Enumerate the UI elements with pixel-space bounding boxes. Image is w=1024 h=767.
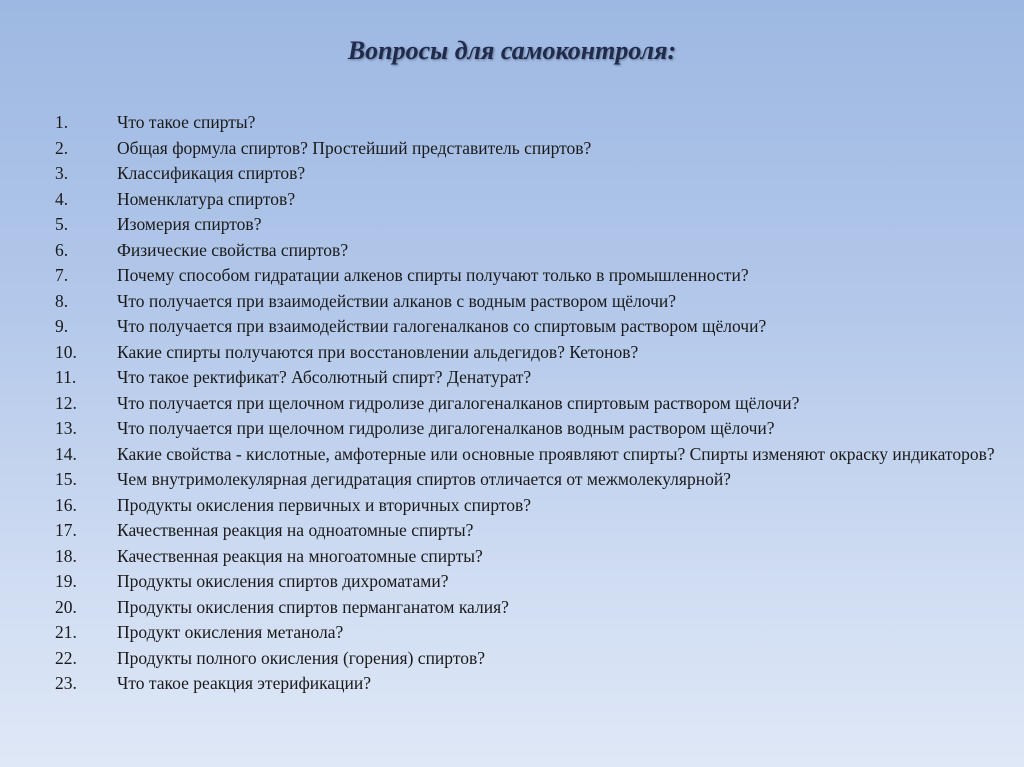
question-item xyxy=(55,136,1005,162)
question-item xyxy=(55,671,1005,697)
question-text: Общая формула спиртов? Простейший представитель спиртов? xyxy=(117,137,592,158)
question-item xyxy=(55,212,1005,238)
question-item xyxy=(55,467,1005,493)
question-item xyxy=(55,187,1005,213)
question-number: 19. xyxy=(55,571,77,591)
question-item xyxy=(55,340,1005,366)
question-item xyxy=(55,518,1005,544)
question-number: 2. xyxy=(55,137,69,158)
question-text: Что такое реакция этерификации? xyxy=(117,673,372,693)
question-number: 23. xyxy=(55,673,77,693)
question-item xyxy=(55,289,1005,315)
question-text: Какие свойства - кислотные, амфотерные или основные проявляют спирты? Спирты изменяют окраску индикаторов? xyxy=(117,443,995,464)
question-item xyxy=(55,442,1005,468)
question-number: 16. xyxy=(55,494,77,515)
question-text: Что получается при взаимодействии галогеналканов со спиртовым раствором щёлочи? xyxy=(117,316,767,336)
question-number: 15. xyxy=(55,469,77,489)
question-text: Продукты окисления спиртов перманганатом калия? xyxy=(117,596,509,617)
question-item xyxy=(55,161,1005,187)
question-text: Что получается при щелочном гидролизе дигалогеналканов спиртовым раствором щёлочи? xyxy=(117,392,800,413)
question-text: Классификация спиртов? xyxy=(117,163,306,183)
question-item xyxy=(55,620,1005,646)
question-number: 7. xyxy=(55,265,69,285)
question-number: 11. xyxy=(55,367,77,387)
question-text: Что такое спирты? xyxy=(117,112,256,132)
question-number: 22. xyxy=(55,647,77,668)
question-text: Почему способом гидратации алкенов спирты получают только в промышленности? xyxy=(117,265,749,285)
question-number: 13. xyxy=(55,418,77,438)
question-item xyxy=(55,493,1005,519)
question-item xyxy=(55,569,1005,595)
question-text: Чем внутримолекулярная дегидратация спиртов отличается от межмолекулярной? xyxy=(117,469,731,489)
question-number: 10. xyxy=(55,341,77,362)
question-item xyxy=(55,238,1005,264)
question-number: 21. xyxy=(55,622,77,642)
question-text: Что получается при щелочном гидролизе дигалогеналканов водным раствором щёлочи? xyxy=(117,418,775,438)
question-text: Продукты окисления спиртов дихроматами? xyxy=(117,571,449,591)
question-number: 6. xyxy=(55,239,69,260)
question-text: Что такое ректификат? Абсолютный спирт? Денатурат? xyxy=(117,367,532,387)
question-number: 8. xyxy=(55,290,69,311)
question-number: 18. xyxy=(55,545,77,566)
question-text: Номенклатура спиртов? xyxy=(117,188,296,209)
question-item xyxy=(55,595,1005,621)
question-item xyxy=(55,646,1005,672)
question-number: 17. xyxy=(55,520,77,540)
question-text: Продукты окисления первичных и вторичных спиртов? xyxy=(117,494,532,515)
question-number: 9. xyxy=(55,316,69,336)
question-text: Что получается при взаимодействии алканов с водным раствором щёлочи? xyxy=(117,290,677,311)
question-number: 20. xyxy=(55,596,77,617)
question-text: Продукты полного окисления (горения) спиртов? xyxy=(117,647,486,668)
question-number: 12. xyxy=(55,392,77,413)
question-item xyxy=(55,416,1005,442)
question-number: 14. xyxy=(55,443,77,464)
question-item xyxy=(55,263,1005,289)
question-item xyxy=(55,110,1005,136)
question-text: Физические свойства спиртов? xyxy=(117,239,349,260)
question-text: Изомерия спиртов? xyxy=(117,214,262,234)
question-number: 3. xyxy=(55,163,69,183)
question-list xyxy=(55,110,1005,697)
question-item xyxy=(55,391,1005,417)
question-item xyxy=(55,544,1005,570)
question-text: Продукт окисления метанола? xyxy=(117,622,344,642)
question-text: Качественная реакция на одноатомные спирты? xyxy=(117,520,474,540)
question-number: 1. xyxy=(55,112,69,132)
slide-title: Вопросы для самоконтроля: xyxy=(347,36,677,65)
question-item xyxy=(55,365,1005,391)
question-number: 5. xyxy=(55,214,69,234)
question-item xyxy=(55,314,1005,340)
question-number: 4. xyxy=(55,188,69,209)
question-text: Какие спирты получаются при восстановлении альдегидов? Кетонов? xyxy=(117,341,639,362)
question-text: Качественная реакция на многоатомные спирты? xyxy=(117,545,483,566)
